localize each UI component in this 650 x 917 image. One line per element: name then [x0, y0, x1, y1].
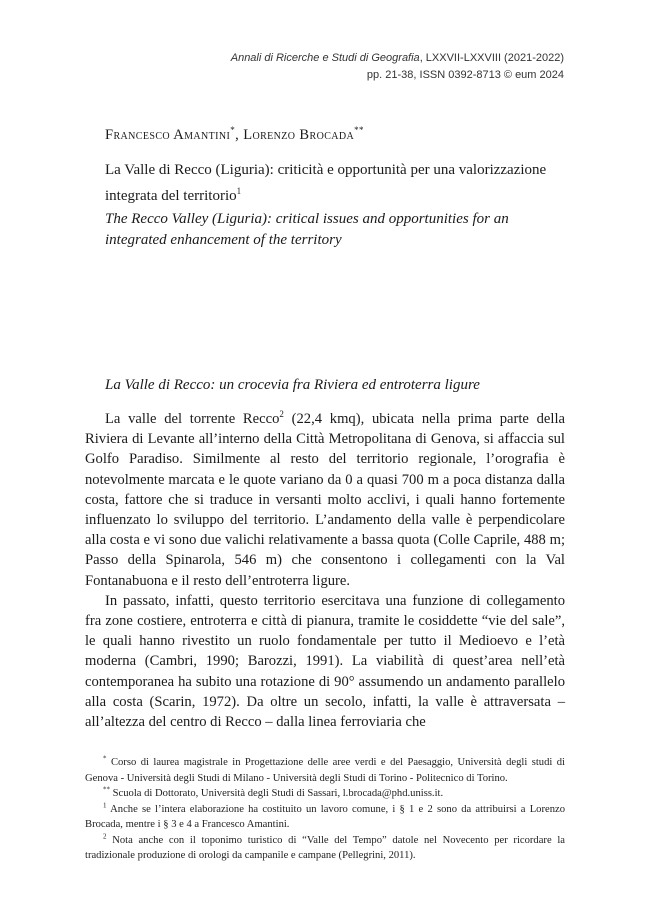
footnote [85, 802, 565, 833]
footnote-ref: 2 [279, 409, 284, 420]
footnotes [85, 755, 565, 864]
footnote [85, 755, 565, 786]
footnote-text: Anche se l’intera elaborazione ha costituito un lavoro comune, i § 1 e 2 sono da attribuirsi a Lorenzo Brocada, mentre i § 3 e 4 a Francesco Amantini. [85, 803, 565, 830]
article-title-text: La Valle di Recco (Liguria): criticità e opportunità per una valorizzazione integrata del territorio [105, 162, 547, 204]
article-title [105, 160, 565, 207]
footnote-text: Corso di laurea magistrale in Progettazione delle aree verdi e del Paesaggio, Università degli studi di Genova - Università degli Studi di Milano - Università degli Studi di Torino - Politecnico di Torino. [85, 757, 565, 784]
footnote [85, 833, 565, 864]
paragraph-text: (22,4 kmq), ubicata nella prima parte della Riviera di Levante all’interno della Città Metropolitana di Genova, si affaccia sul Golfo Paradiso. Similmente al resto del territorio regionale, l’orografia è notevolmente marcata e le quote variano da 0 a quasi 700 m a poca distanza dalla costa, fattore che si traduce in versanti molto acclivi, i quali hanno fortemente influenzato lo sviluppo del territorio. L’andamento della valle è perpendicolare alla costa e vi sono due valichi relativamente a bassa quota (Colle Caprile, 488 m; Passo della Spinarola, 546 m) che consentono i collegamenti con la Val Fontanabuona e il resto dell’entroterra ligure. [85, 411, 565, 589]
section-heading: La Valle di Recco: un crocevia fra Riviera ed entroterra ligure [105, 377, 480, 393]
journal-volume: , LXXVII-LXXVIII (2021-2022) [419, 52, 564, 64]
footnote-mark: 1 [103, 800, 107, 809]
footnote [85, 786, 565, 802]
footnote-mark: ** [103, 785, 110, 794]
footnote-ref: 1 [236, 186, 242, 196]
footnote-text: Nota anche con il toponimo turistico di “Valle del Tempo” datole nel Novecento per ricordare la tradizionale produzione di orologi da campanile e campane (Pellegrini, 2011). [85, 834, 565, 861]
author-separator: , [235, 126, 244, 143]
body-text [85, 409, 565, 732]
footnote-text: Scuola di Dottorato, Università degli Studi di Sassari, l.brocada@phd.uniss.it. [110, 788, 444, 799]
paragraph [85, 409, 565, 591]
running-header [231, 50, 564, 84]
paragraph: In passato, infatti, questo territorio esercitava una funzione di collegamento fra zone costiere, entroterra e città di pianura, tramite le cosiddette “vie del sale”, le quali hanno rivestito un ruolo fondamentale per tutto il Medioevo e l’età moderna (Cambri, 1990; Barozzi, 1991). La viabilità di quest’area nell’età contemporanea ha subito una rotazione di 90° assumendo un andamento parallelo alla costa (Scarin, 1972). Da oltre un secolo, infatti, la valle è attraversata – all’altezza del centro di Recco – dalla linea ferroviaria che [85, 592, 565, 731]
author-line [105, 125, 565, 144]
paragraph-text: La valle del torrente Recco [105, 411, 280, 427]
footnote-mark: 2 [103, 831, 107, 840]
journal-name: Annali di Ricerche e Studi di Geografia [230, 52, 420, 64]
article-title-english: The Recco Valley (Liguria): critical issues and opportunities for an integrated enhancement of the territory [105, 211, 509, 248]
footnote-mark: * [103, 754, 107, 763]
journal-citation [231, 50, 564, 67]
author-affiliation-mark: * [230, 125, 236, 135]
author-name: Lorenzo Brocada [243, 126, 355, 143]
pages-issn: pp. 21-38, ISSN 0392-8713 © eum 2024 [366, 69, 564, 81]
author-name: Francesco Amantini [105, 126, 231, 143]
author-affiliation-mark: ** [354, 125, 364, 135]
